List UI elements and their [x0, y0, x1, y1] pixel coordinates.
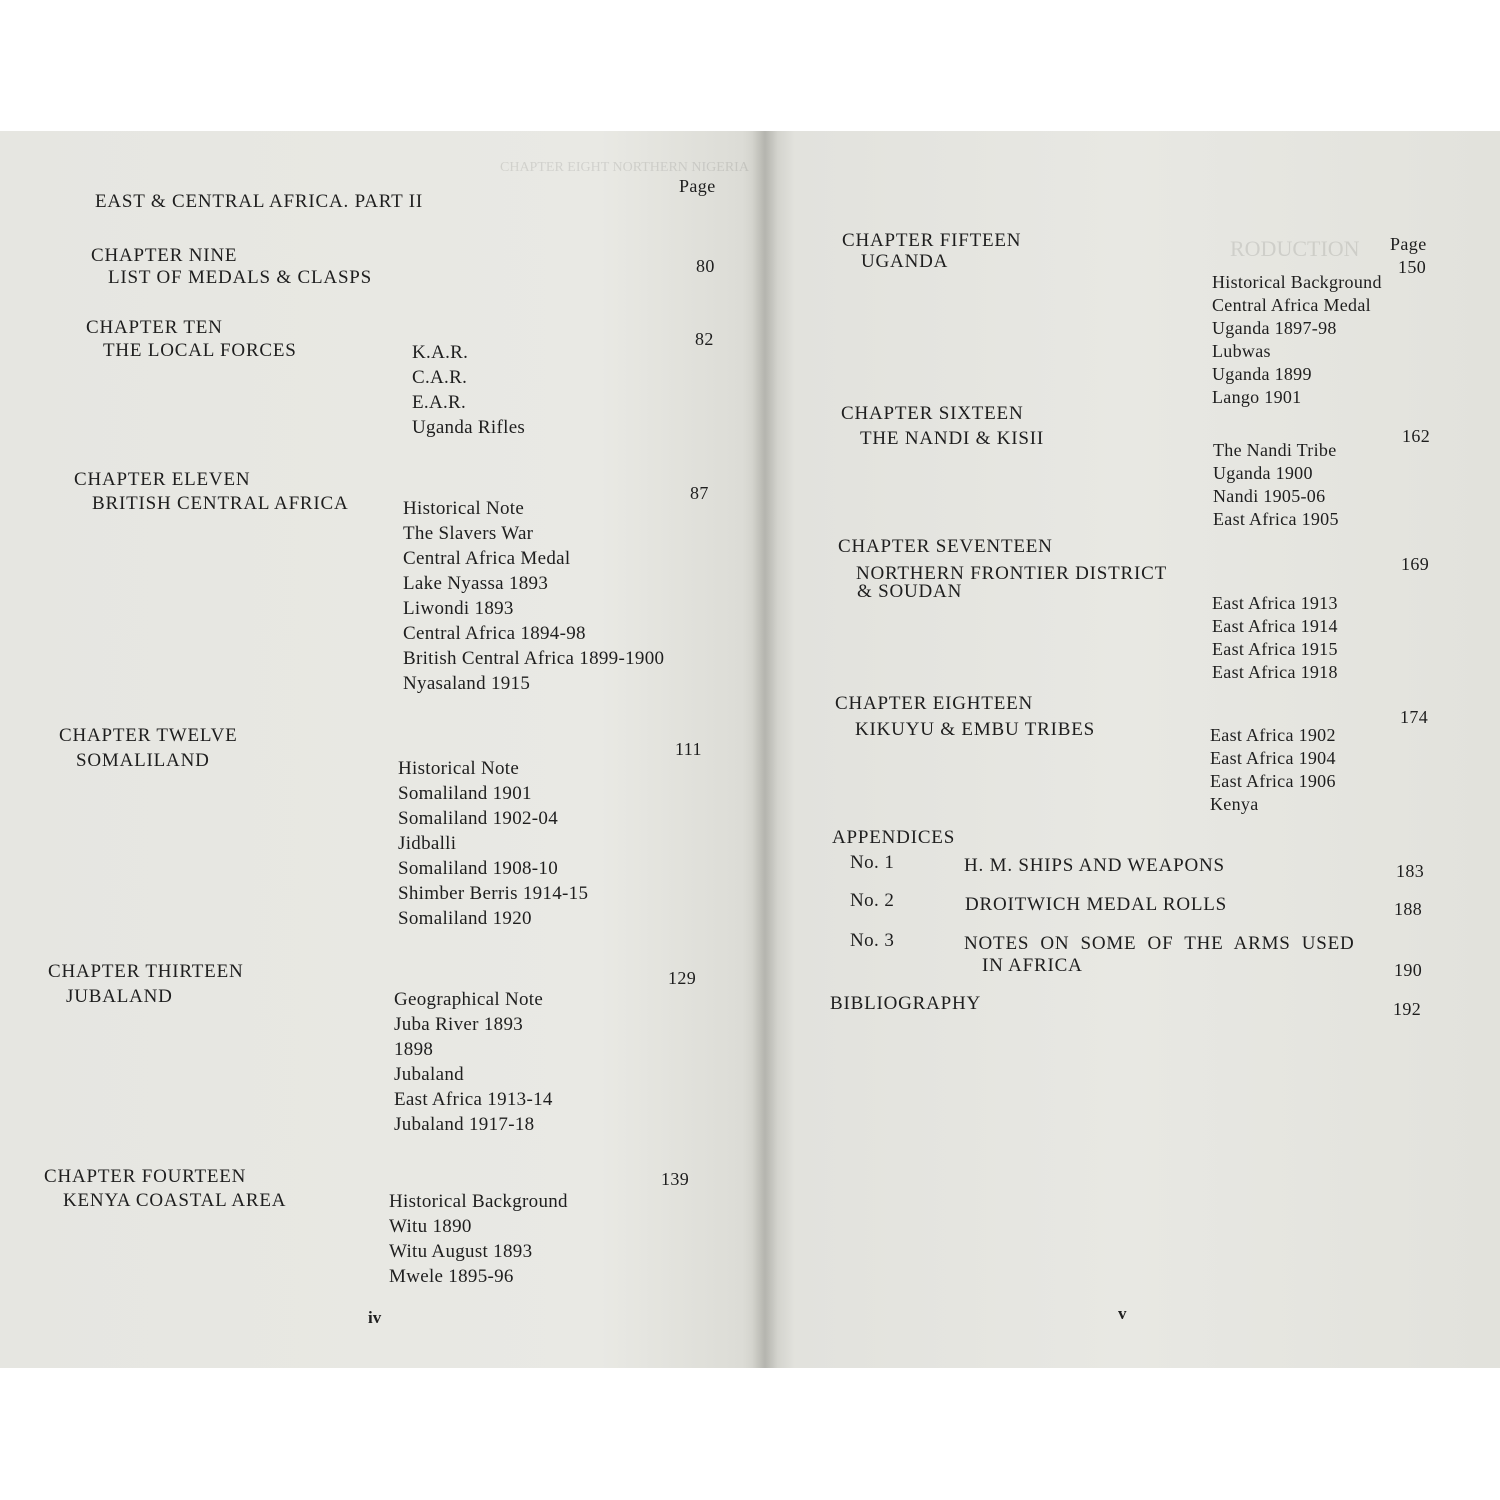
chapter-page-number: 139: [661, 1169, 690, 1189]
section-item: Witu August 1893: [389, 1241, 533, 1262]
book-gutter: [752, 131, 778, 1368]
section-item: Geographical Note: [394, 989, 544, 1010]
section-list: [1212, 271, 1382, 409]
chapter-page-number: 82: [695, 329, 714, 349]
section-item: Jidballi: [398, 833, 457, 854]
section-item: Lake Nyassa 1893: [403, 573, 549, 594]
chapter-heading: CHAPTER FOURTEEN: [44, 1166, 247, 1187]
section-item: Juba River 1893: [394, 1014, 524, 1035]
chapter-heading: CHAPTER FIFTEEN: [842, 230, 1022, 251]
chapter-title-continued: & SOUDAN: [857, 581, 963, 602]
section-item: Liwondi 1893: [403, 598, 514, 619]
folio-left: iv: [368, 1308, 382, 1327]
appendix-number: No. 2: [850, 890, 895, 911]
section-item: Historical Background: [389, 1191, 568, 1212]
section-item: Somaliland 1908-10: [398, 858, 559, 879]
chapter-heading: CHAPTER TWELVE: [59, 725, 238, 746]
chapter-page-number: 111: [675, 739, 702, 759]
appendix-title: NOTES ON SOME OF THE ARMS USED: [964, 933, 1355, 954]
section-item: Uganda 1899: [1212, 364, 1312, 384]
bibliography-page-number: 192: [1393, 999, 1422, 1019]
section-list: [1213, 439, 1339, 531]
chapter-title: UGANDA: [861, 251, 949, 272]
section-item: British Central Africa 1899-1900: [403, 648, 665, 669]
section-item: Uganda Rifles: [412, 417, 526, 438]
section-item: Shimber Berris 1914-15: [398, 883, 589, 904]
section-item: East Africa 1906: [1210, 771, 1336, 791]
chapter-title: NORTHERN FRONTIER DISTRICT: [856, 563, 1167, 584]
bibliography-heading: BIBLIOGRAPHY: [830, 993, 982, 1014]
chapter-title: KIKUYU & EMBU TRIBES: [855, 719, 1095, 740]
chapter-page-number: 129: [668, 968, 697, 988]
page-column-header: Page: [1390, 234, 1427, 254]
chapter-page-number: 80: [696, 256, 715, 276]
chapter-title: SOMALILAND: [76, 750, 210, 771]
appendix-number: No. 1: [850, 852, 895, 873]
appendix-page-number: 190: [1394, 960, 1423, 980]
appendix-title-continued: IN AFRICA: [982, 955, 1083, 976]
section-item: Witu 1890: [389, 1216, 472, 1237]
section-item: C.A.R.: [412, 367, 468, 388]
chapter-heading: CHAPTER THIRTEEN: [48, 961, 244, 982]
chapter-heading: CHAPTER EIGHTEEN: [835, 693, 1034, 714]
section-item: East Africa 1913: [1212, 593, 1338, 613]
section-item: Central Africa Medal: [403, 548, 571, 569]
folio-right: v: [1118, 1304, 1127, 1323]
chapter-page-number: 162: [1402, 426, 1431, 446]
section-item: Historical Background: [1212, 272, 1382, 292]
show-through-right: RODUCTION: [1230, 236, 1360, 261]
section-item: Somaliland 1920: [398, 908, 532, 929]
section-item: Central Africa Medal: [1212, 295, 1371, 315]
section-item: E.A.R.: [412, 392, 467, 413]
appendix-title: DROITWICH MEDAL ROLLS: [965, 894, 1228, 915]
section-item: Historical Note: [403, 498, 525, 519]
chapter-title: LIST OF MEDALS & CLASPS: [108, 267, 373, 288]
section-item: East Africa 1905: [1213, 509, 1339, 529]
section-item: The Nandi Tribe: [1213, 440, 1337, 460]
section-item: East Africa 1913-14: [394, 1089, 553, 1110]
appendix-page-number: 188: [1394, 899, 1423, 919]
section-item: Lubwas: [1212, 341, 1271, 361]
page-column-header: Page: [679, 176, 716, 196]
chapter-page-number: 169: [1401, 554, 1430, 574]
chapter-title: THE LOCAL FORCES: [103, 340, 297, 361]
section-item: East Africa 1904: [1210, 748, 1336, 768]
appendix-title: H. M. SHIPS AND WEAPONS: [964, 855, 1225, 876]
section-list: [403, 496, 664, 696]
section-list: [389, 1189, 568, 1289]
section-item: Nandi 1905-06: [1213, 486, 1326, 506]
chapter-page-number: 174: [1400, 707, 1429, 727]
section-item: Jubaland: [394, 1064, 464, 1085]
section-item: Lango 1901: [1212, 387, 1302, 407]
section-list: [1212, 592, 1338, 684]
section-list: [394, 987, 553, 1137]
chapter-heading: CHAPTER ELEVEN: [74, 469, 251, 490]
appendices-heading: APPENDICES: [832, 827, 956, 848]
chapter-page-number: 150: [1398, 257, 1427, 277]
section-item: Central Africa 1894-98: [403, 623, 586, 644]
section-item: Somaliland 1901: [398, 783, 532, 804]
section-item: Historical Note: [398, 758, 520, 779]
chapter-title: THE NANDI & KISII: [860, 428, 1045, 449]
chapter-heading: CHAPTER TEN: [86, 317, 223, 338]
appendix-page-number: 183: [1396, 861, 1425, 881]
section-item: East Africa 1918: [1212, 662, 1338, 682]
part-title: EAST & CENTRAL AFRICA. PART II: [95, 191, 423, 212]
chapter-page-number: 87: [690, 483, 709, 503]
section-list: [412, 340, 525, 440]
section-item: Kenya: [1210, 794, 1259, 814]
section-item: Uganda 1900: [1213, 463, 1313, 483]
section-item: 1898: [394, 1039, 434, 1060]
section-item: K.A.R.: [412, 342, 469, 363]
section-item: East Africa 1902: [1210, 725, 1336, 745]
show-through-left: CHAPTER EIGHT NORTHERN NIGERIA: [500, 160, 749, 175]
chapter-heading: CHAPTER SIXTEEN: [841, 403, 1024, 424]
section-item: Mwele 1895-96: [389, 1266, 514, 1287]
chapter-heading: CHAPTER NINE: [91, 245, 238, 266]
section-item: Nyasaland 1915: [403, 673, 531, 694]
section-item: East Africa 1915: [1212, 639, 1338, 659]
chapter-title: KENYA COASTAL AREA: [63, 1190, 287, 1211]
section-item: Somaliland 1902-04: [398, 808, 559, 829]
chapter-heading: CHAPTER SEVENTEEN: [838, 536, 1053, 557]
section-item: East Africa 1914: [1212, 616, 1338, 636]
appendix-number: No. 3: [850, 930, 895, 951]
section-item: Jubaland 1917-18: [394, 1114, 535, 1135]
section-list: [398, 756, 588, 931]
section-item: The Slavers War: [403, 523, 534, 544]
section-item: Uganda 1897-98: [1212, 318, 1337, 338]
section-list: [1210, 724, 1336, 816]
chapter-title: BRITISH CENTRAL AFRICA: [92, 493, 349, 514]
chapter-title: JUBALAND: [66, 986, 173, 1007]
